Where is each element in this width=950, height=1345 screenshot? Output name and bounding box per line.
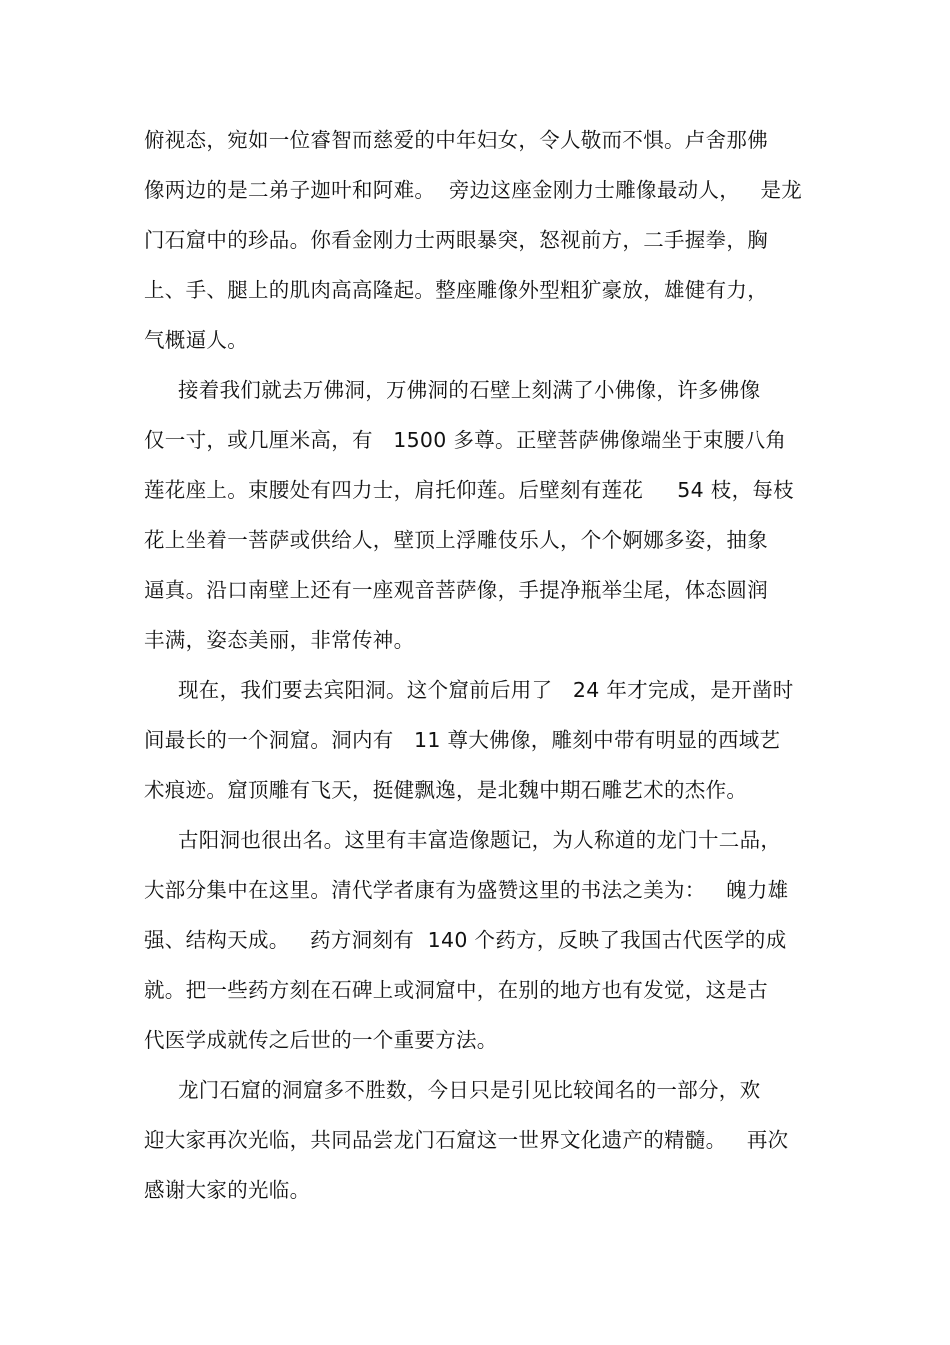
text-line: 代医学成就传之后世的一个重要方法。 (144, 1028, 498, 1052)
text-line: 强、结构天成。 药方洞刻有 140 个药方，反映了我国古代医学的成 (144, 928, 787, 952)
paragraph-first-line: 接着我们就去万佛洞，万佛洞的石壁上刻满了小佛像，许多佛像 (178, 378, 761, 402)
text-line: 就。把一些药方刻在石碑上或洞窟中，在别的地方也有发觉，这是古 (144, 978, 768, 1002)
text-line: 感谢大家的光临。 (144, 1178, 311, 1202)
paragraph-first-line: 龙门石窟的洞窟多不胜数，今日只是引见比较闻名的一部分，欢 (178, 1078, 761, 1102)
text-line: 丰满，姿态美丽，非常传神。 (144, 628, 415, 652)
text-line: 大部分集中在这里。清代学者康有为盛赞这里的书法之美为： 魄力雄 (144, 878, 789, 902)
text-line: 仅一寸，或几厘米高，有 1500 多尊。正壁菩萨佛像端坐于束腰八角 (144, 428, 787, 452)
text-line: 气概逼人。 (144, 328, 248, 352)
text-line: 莲花座上。束腰处有四力士，肩托仰莲。后壁刻有莲花 54 枝，每枝 (144, 478, 794, 502)
paragraph-first-line: 现在，我们要去宾阳洞。这个窟前后用了 24 年才完成，是开凿时 (178, 678, 794, 702)
text-line: 俯视态，宛如一位睿智而慈爱的中年妇女，令人敬而不惧。卢舍那佛 (144, 128, 768, 152)
text-line: 术痕迹。窟顶雕有飞天，挺健飘逸，是北魏中期石雕艺术的杰作。 (144, 778, 748, 802)
text-line: 迎大家再次光临，共同品尝龙门石窟这一世界文化遗产的精髓。 再次 (144, 1128, 789, 1152)
text-line: 间最长的一个洞窟。洞内有 11 尊大佛像，雕刻中带有明显的西域艺 (144, 728, 781, 752)
paragraph-first-line: 古阳洞也很出名。这里有丰富造像题记，为人称道的龙门十二品， (178, 828, 782, 852)
text-line: 花上坐着一菩萨或供给人，壁顶上浮雕伎乐人，个个婀娜多姿，抽象 (144, 528, 768, 552)
text-line: 上、手、腿上的肌肉高高隆起。整座雕像外型粗犷豪放，雄健有力， (144, 278, 768, 302)
text-line: 逼真。沿口南壁上还有一座观音菩萨像，手提净瓶举尘尾，体态圆润 (144, 578, 768, 602)
text-line: 门石窟中的珍品。你看金刚力士两眼暴突，怒视前方，二手握拳，胸 (144, 228, 768, 252)
text-line: 像两边的是二弟子迦叶和阿难。 旁边这座金刚力士雕像最动人， 是龙 (144, 178, 803, 202)
